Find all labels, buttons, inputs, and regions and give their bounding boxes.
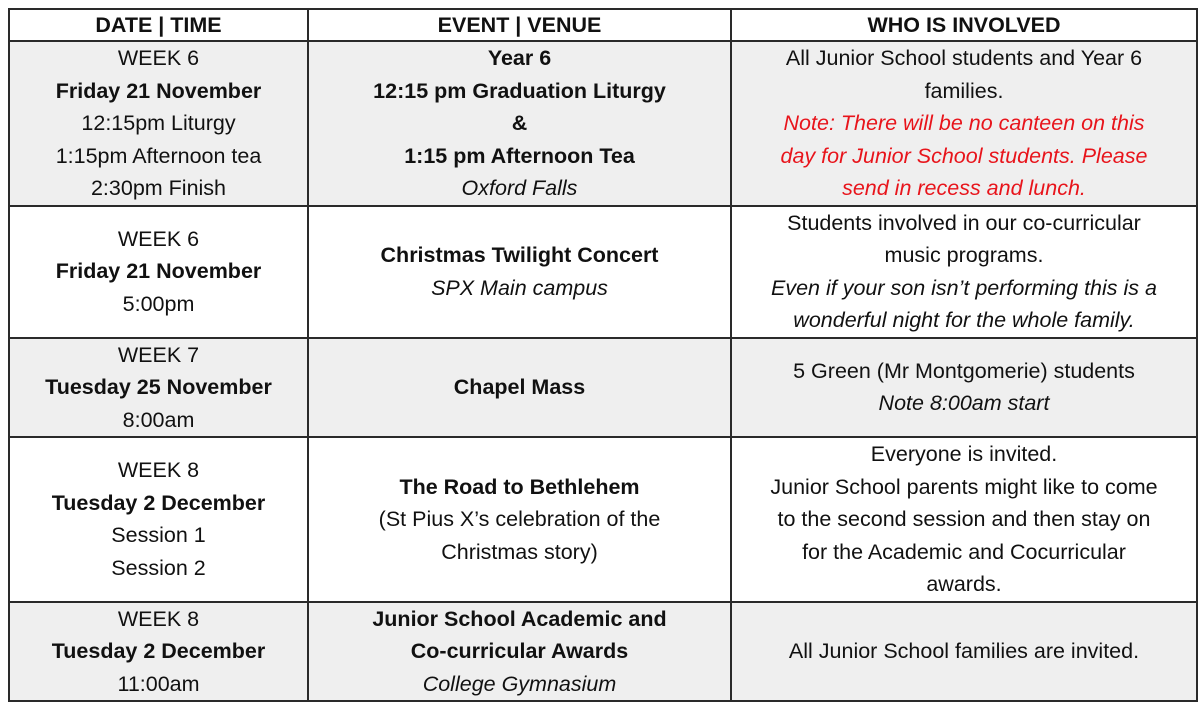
date-line: Session 2 <box>111 555 206 580</box>
event-line: Christmas story) <box>441 539 598 564</box>
who-is-involved-cell <box>731 41 1197 206</box>
event-line: Co-curricular Awards <box>410 639 629 663</box>
date-line: WEEK 7 <box>117 342 200 367</box>
table-row <box>9 41 1197 206</box>
who-line: Note: There will be no canteen on this <box>783 111 1145 135</box>
date-time-cell <box>9 602 308 702</box>
event-line: 12:15 pm Graduation Liturgy <box>373 78 666 103</box>
table-row <box>9 437 1197 602</box>
event-line: Oxford Falls <box>461 176 578 200</box>
event-line: (St Pius X’s celebration of the <box>378 507 661 531</box>
who-line: All Junior School students and Year 6 <box>785 46 1143 70</box>
date-line: 12:15pm Liturgy <box>81 111 236 135</box>
who-line: families. <box>924 78 1004 103</box>
table-row <box>9 338 1197 438</box>
date-line: WEEK 6 <box>117 226 200 251</box>
who-line: Students involved in our co-curricular <box>787 210 1141 235</box>
table-row <box>9 602 1197 702</box>
date-line: 8:00am <box>122 407 195 432</box>
date-line: 11:00am <box>117 671 200 696</box>
event-line: Year 6 <box>487 46 552 70</box>
who-line: awards. <box>926 572 1002 596</box>
event-venue-cell <box>308 437 731 602</box>
event-line: & <box>511 111 528 135</box>
event-line: The Road to Bethlehem <box>399 474 640 499</box>
who-line: wonderful night for the whole family. <box>793 308 1135 332</box>
header-row <box>9 9 1197 41</box>
date-line: 5:00pm <box>122 291 195 316</box>
who-line: All Junior School families are invited. <box>788 639 1140 663</box>
who-line: Even if your son isn’t performing this is a <box>771 275 1157 300</box>
who-line: Everyone is invited. <box>870 442 1058 466</box>
who-is-involved-cell <box>731 437 1197 602</box>
date-line: WEEK 8 <box>117 458 200 483</box>
date-line: Tuesday 2 December <box>51 490 266 515</box>
event-venue-cell <box>308 602 731 702</box>
date-line: Friday 21 November <box>55 78 262 103</box>
who-line: send in recess and lunch. <box>842 176 1086 200</box>
who-is-involved-cell <box>731 338 1197 438</box>
date-line: Session 1 <box>111 523 206 548</box>
event-line: Christmas Twilight Concert <box>380 243 659 267</box>
who-line: Note 8:00am start <box>878 391 1050 416</box>
who-line: 5 Green (Mr Montgomerie) students <box>793 358 1135 383</box>
header-date-time: DATE | TIME <box>9 9 308 41</box>
header-event-venue: EVENT | VENUE <box>308 9 731 41</box>
event-line: Junior School Academic and <box>372 606 667 631</box>
event-venue-cell <box>308 338 731 438</box>
events-table <box>8 8 1198 702</box>
date-time-cell <box>9 41 308 206</box>
who-line: Junior School parents might like to come <box>770 474 1158 499</box>
date-time-cell <box>9 338 308 438</box>
who-line: music programs. <box>884 243 1044 267</box>
event-line: College Gymnasium <box>422 671 617 696</box>
date-line: WEEK 8 <box>117 606 200 631</box>
date-line: WEEK 6 <box>117 46 200 70</box>
who-is-involved-cell <box>731 206 1197 338</box>
date-line: 1:15pm Afternoon tea <box>55 143 262 168</box>
event-venue-cell <box>308 206 731 338</box>
event-venue-cell <box>308 41 731 206</box>
who-line: day for Junior School students. Please <box>780 143 1148 168</box>
date-line: Tuesday 2 December <box>51 639 266 663</box>
date-line: Friday 21 November <box>55 259 262 284</box>
who-is-involved-cell <box>731 602 1197 702</box>
who-line: to the second session and then stay on <box>777 507 1151 531</box>
event-line: SPX Main campus <box>431 275 608 300</box>
who-line: for the Academic and Cocurricular <box>802 539 1126 564</box>
table-row <box>9 206 1197 338</box>
event-line: Chapel Mass <box>453 375 586 399</box>
date-line: 2:30pm Finish <box>90 176 227 200</box>
date-time-cell <box>9 437 308 602</box>
date-line: Tuesday 25 November <box>45 375 272 399</box>
header-who-is-involved: WHO IS INVOLVED <box>731 9 1197 41</box>
event-line: 1:15 pm Afternoon Tea <box>404 143 635 168</box>
date-time-cell <box>9 206 308 338</box>
